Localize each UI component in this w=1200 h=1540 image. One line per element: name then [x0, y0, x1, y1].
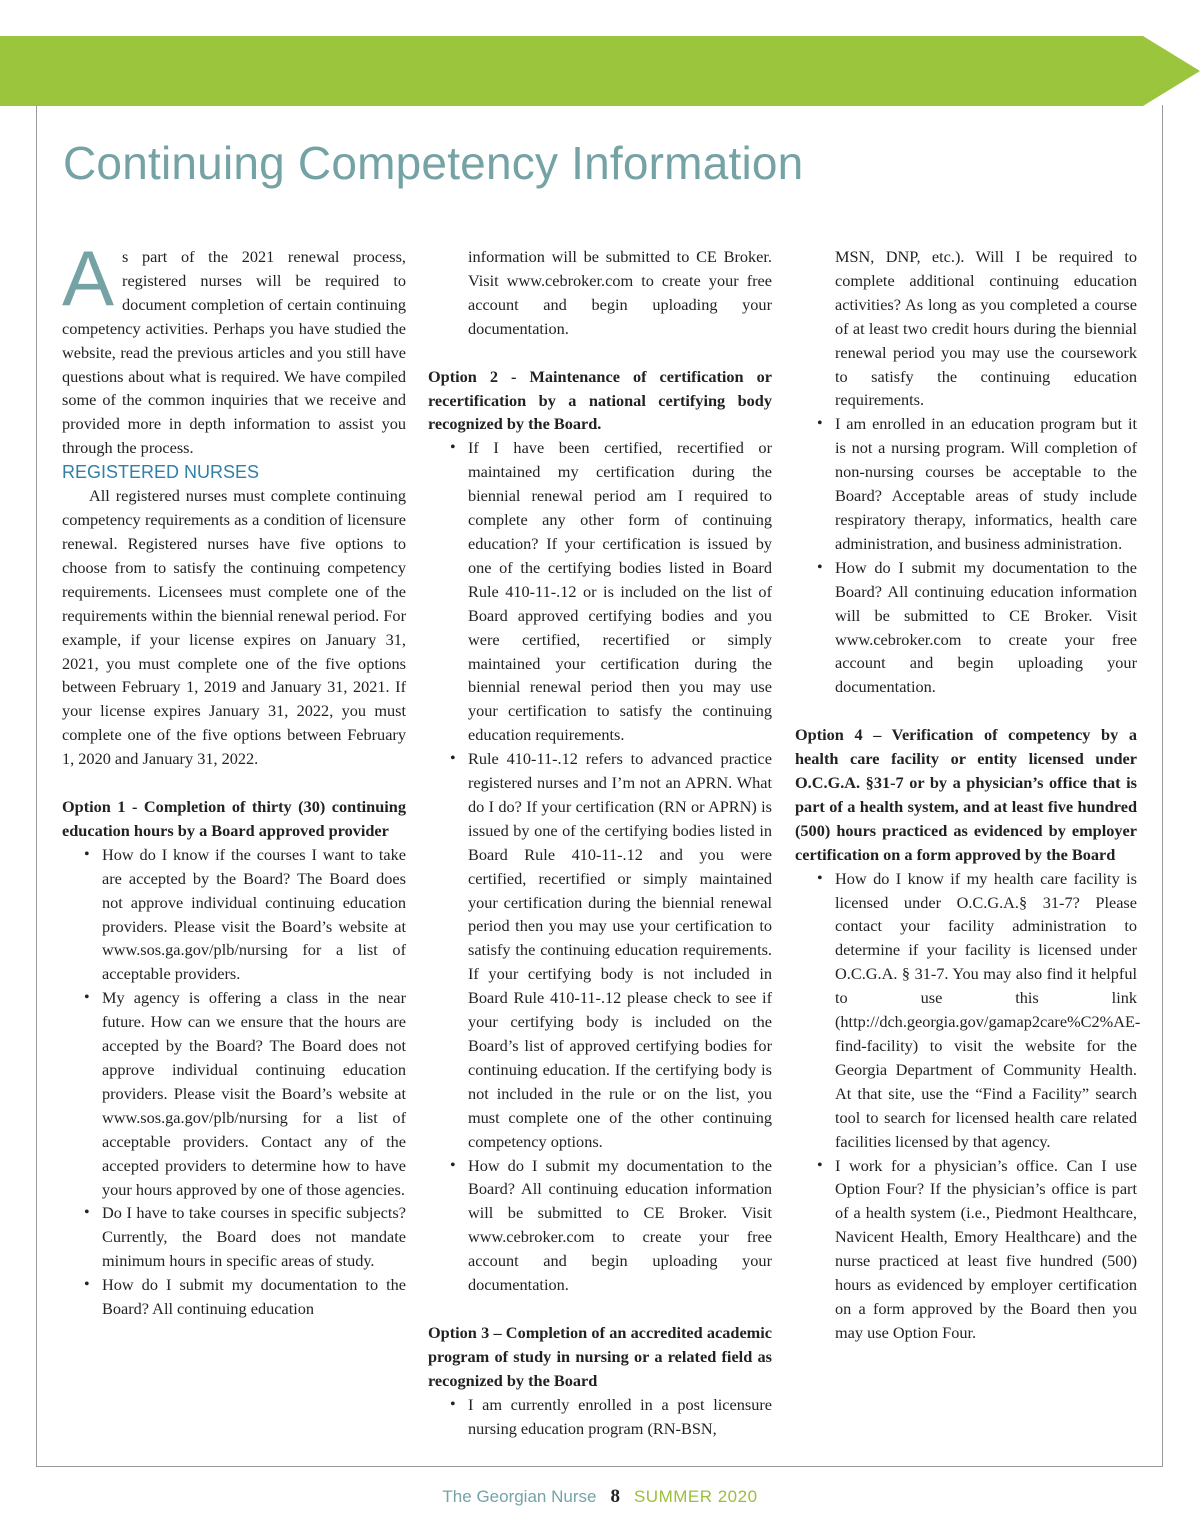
- list-item: • I am currently enrolled in a post licensure nursing education program (RN-BSN,: [428, 1393, 772, 1441]
- intro-text: s part of the 2021 renewal process, registered nurses will be required to document completion of certain continuing competency activities. Perhaps you have studied the website, read the previous articles and you still have questions about what is required. We have compiled some of the common inquiries that we receive and provided more in depth information to assist you through the process.: [62, 247, 406, 458]
- option-1-list: [62, 843, 406, 1321]
- issue-season: SUMMER 2020: [633, 1487, 758, 1506]
- option-3-list: [428, 1393, 772, 1441]
- list-item: • Do I have to take courses in specific subjects? Currently, the Board does not mandate minimum hours in specific areas of study.: [62, 1201, 406, 1273]
- page-title: Continuing Competency Information: [63, 137, 804, 189]
- option-2-list: [428, 436, 772, 1297]
- option-4-heading: Option 4 – Verification of competency by a health care facility or entity licensed under O.C.G.A. §31-7 or by a physician’s office that is part of a health system, and at least five hundred (500) hours practiced as evidenced by employer certification on a form approved by the Board: [795, 725, 1137, 864]
- list-item: • If I have been certified, recertified or maintained my certification during the biennial renewal period am I required to complete any other form of continuing education? If your certification is issued by one of the certifying bodies listed in Board Rule 410-11-.12 or is included on the list of Board approved certifying bodies and you were certified, recertified or simply maintained your certification during the biennial renewal period then you may use your certification to satisfy the continuing education requirements.: [428, 436, 772, 747]
- list-item: • How do I submit my documentation to the Board? All continuing education: [62, 1273, 406, 1321]
- drop-cap: A: [62, 234, 115, 322]
- column-2: [428, 245, 772, 1441]
- option-4-list: [795, 867, 1141, 1345]
- page-footer: [0, 1486, 1200, 1508]
- list-item: • I am enrolled in an education program but it is not a nursing program. Will completion of non-nursing courses be acceptable to the Board? Acceptable areas of study include respiratory therapy, informatics, health care administration, and business administration.: [795, 412, 1137, 555]
- page-number: 8: [610, 1486, 620, 1507]
- list-item: • How do I know if my health care facility is licensed under O.C.G.A.§ 31-7? Please contact your facility administration to determine if your facility is licensed under O.C.G.A. § 31-7. You may also find it helpful to use this link (http://dch.georgia.gov/gamap2care%C2%AE-find-facility) to visit the website for the Georgia Department of Community Health. At that site, use the “Find a Facility” search tool to search for licensed health care related facilities licensed by that agency.: [795, 867, 1137, 1154]
- intro-paragraph: [62, 234, 406, 460]
- publication-name: The Georgian Nurse: [442, 1487, 597, 1506]
- list-item: • How do I submit my documentation to the Board? All continuing education information will be submitted to CE Broker. Visit www.cebroker.com to create your free account and begin uploading your documentation.: [428, 1154, 772, 1297]
- option-1-heading: Option 1 - Completion of thirty (30) continuing education hours by a Board approved provider: [62, 797, 406, 840]
- registered-nurses-paragraph: All registered nurses must complete continuing competency requirements as a condition of licensure renewal. Registered nurses have five options to choose from to satisfy the continuing competency requirements. Licensees must complete one of the requirements within the biennial renewal period. For example, if your license expires on January 31, 2021, you must complete one of the five options between February 1, 2019 and January 31, 2021. If your license expires January 31, 2022, you must complete one of the five options between February 1, 2020 and January 31, 2022.: [62, 486, 406, 769]
- list-item: • Rule 410-11-.12 refers to advanced practice registered nurses and I’m not an APRN. What do I do? If your certification (RN or APRN) is issued by one of the certifying bodies listed in Board Rule 410-11-.12 and you were certified, recertified or simply maintained your certification during the biennial renewal period then you may use your certification to satisfy the continuing education requirements. If your certifying body is not included in Board Rule 410-11-.12 please check to see if your certifying body is included on the Board’s list of approved certifying bodies for continuing education. If the certifying body is not included in the rule or on the list, you must complete one of the other continuing competency options.: [428, 747, 772, 1153]
- option-3-list-continued: [795, 412, 1137, 699]
- green-arrow-banner: [0, 36, 1200, 106]
- continuation-text: MSN, DNP, etc.). Will I be required to complete additional continuing education activities? As long as you completed a course of at least two credit hours during the biennial renewal period you may use the coursework to satisfy the continuing education requirements.: [835, 247, 1137, 410]
- list-item: • I work for a physician’s office. Can I use Option Four? If the physician’s office is part of a health system (i.e., Piedmont Healthcare, Navicent Health, Emory Healthcare) and the nurse practiced at least five hundred (500) hours as evidenced by employer certification on a form approved by the Board then you may use Option Four.: [795, 1154, 1137, 1345]
- continuation-text: information will be submitted to CE Broker. Visit www.cebroker.com to create your free account and begin uploading your documentation.: [468, 247, 772, 338]
- column-3: [795, 245, 1141, 1345]
- option-3-heading: Option 3 – Completion of an accredited academic program of study in nursing or a related field as recognized by the Board: [428, 1322, 772, 1390]
- column-1: [62, 234, 406, 1321]
- list-item: • My agency is offering a class in the near future. How can we ensure that the hours are accepted by the Board? The Board does not approve individual continuing education providers. Please visit the Board’s website at www.sos.ga.gov/plb/nursing for a list of acceptable providers. Contact any of the accepted providers to determine how to have your hours approved by one of those agencies.: [62, 986, 406, 1201]
- section-heading-registered-nurses: REGISTERED NURSES: [62, 462, 260, 483]
- option-2-heading: Option 2 - Maintenance of certification or recertification by a national certifying body recognized by the Board.: [428, 366, 772, 434]
- list-item: • How do I know if the courses I want to take are accepted by the Board? The Board does not approve individual continuing education providers. Please visit the Board’s website at www.sos.ga.gov/plb/nursing for a list of acceptable providers.: [62, 843, 406, 986]
- list-item: • How do I submit my documentation to the Board? All continuing education information will be submitted to CE Broker. Visit www.cebroker.com to create your free account and begin uploading your documentation.: [795, 556, 1137, 699]
